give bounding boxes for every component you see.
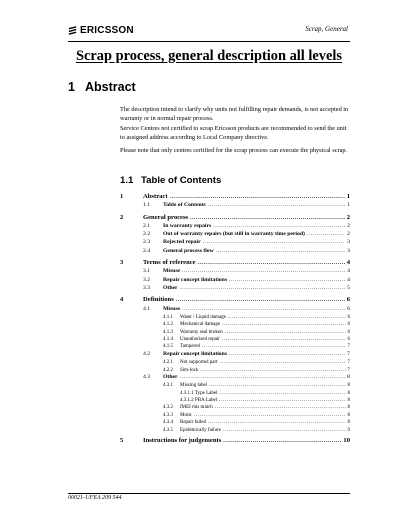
toc-entry-page: 8 [347,397,350,403]
toc-entry-title: Other [163,373,178,380]
toc-entry-page: 8 [347,383,350,389]
toc-entry[interactable] [120,285,350,293]
toc-entry-page: 3 [347,247,350,254]
toc-entry[interactable] [120,390,350,397]
toc-entry-title: Abstract [143,193,168,200]
toc-leader-dots [170,194,345,200]
toc-leader-dots [203,239,346,245]
toc-entry-title: Misuse [163,268,181,275]
toc-entry[interactable] [120,193,350,202]
toc-leader-dots [307,231,345,237]
toc-entry-title: General process flow [163,247,214,254]
toc-entry-page: 7 [347,350,350,357]
toc-leader-dots [220,359,346,365]
toc-entry[interactable] [120,268,350,276]
toc-entry-title: 4.3.1.1 Type Label [180,390,218,396]
toc-entry[interactable] [120,259,350,268]
toc-entry-number: 4.1.4 [163,337,173,343]
toc-entry[interactable] [120,419,350,426]
toc-entry-number: 2 [120,213,124,221]
toc-leader-dots [213,223,345,229]
toc-entry-number: 4.3.1 [163,383,173,389]
toc-entry-number: 4.1.2 [163,322,173,328]
toc-entry-page: 4 [347,268,350,275]
toc-entry[interactable] [120,343,350,350]
toc-entry-number: 4.2 [143,350,151,357]
toc-entry-page: 2 [346,213,350,221]
toc-entry[interactable] [120,404,350,411]
header-divider [68,41,350,42]
toc-entry-title: Missing label [180,383,208,389]
toc-entry-number: 3 [120,259,124,267]
toc-entry[interactable] [120,437,350,446]
ericsson-logo-icon [68,26,77,35]
toc-entry-number: 2.3 [143,239,151,246]
toc-entry-title: Warranty seal broken [180,329,223,335]
toc-entry-title: 4.3.1.2 PBA Label [180,397,218,403]
toc-entry-number: 1.1 [143,202,151,209]
toc-entry-page: 1 [346,193,350,200]
toc-entry-number: 2.2 [143,231,151,238]
toc-entry-number: 5 [120,436,124,444]
toc-entry[interactable] [120,367,350,374]
toc-entry-page: 7 [347,360,350,366]
toc-entry-page: 6 [347,337,350,343]
toc-entry-number: 3.2 [143,276,151,283]
toc-entry-page: 7 [347,344,350,350]
footer-doc-number: 00021-1/FEA 209 544 [68,495,122,501]
toc-entry-page: 6 [347,329,350,335]
toc-entry-number: 3.3 [143,284,151,291]
toc-entry-title: In warranty repairs [163,222,212,229]
toc-entry[interactable] [120,382,350,389]
toc-leader-dots [223,438,341,444]
toc-entry-title: Definitions [143,296,174,304]
section-number: 1 [68,80,75,94]
toc-leader-dots [182,306,345,312]
toc-entry-page: 2 [347,231,350,238]
toc-entry-number: 1 [120,193,124,200]
toc-leader-dots [202,343,346,349]
document-title: Scrap process, general description all levels [76,48,342,64]
toc-entry-title: Other [163,284,178,291]
subsection-title: Table of Contents [141,175,222,186]
toc-entry[interactable] [120,202,350,210]
toc-entry[interactable] [120,351,350,359]
toc-entry-number: 4.1.1 [163,314,173,320]
toc-entry-title: Moist [180,412,192,418]
toc-entry-number: 4.2.1 [163,360,173,366]
toc-entry-page: 9 [347,427,350,433]
toc-entry-page: 8 [347,420,350,426]
toc-leader-dots [219,397,345,403]
toc-leader-dots [182,268,345,274]
toc-entry-number: 2.1 [143,222,151,229]
toc-entry[interactable] [120,248,350,256]
toc-entry-title: Rejected repair [163,239,201,246]
toc-entry-page: 6 [347,322,350,328]
toc-entry-title: Repair concept limitations [163,350,228,357]
toc-entry-page: 8 [347,373,350,380]
toc-leader-dots [223,427,346,433]
toc-entry[interactable] [120,427,350,434]
paragraph: Service Centres not certified to scrap Ericsson products are recommended to send the unit to assigned address according to Local Company directive. [120,125,347,141]
toc-entry-number: 4.1 [143,305,151,312]
toc-entry-title: Instructions for judgements [143,436,222,444]
toc-entry-page: 10 [343,436,350,444]
toc-leader-dots [190,215,345,221]
toc-leader-dots [216,248,345,254]
footer-divider [68,493,350,494]
toc-entry-page: 4 [347,276,350,283]
logo [68,25,134,36]
toc-entry-page: 4 [346,259,350,267]
paragraph: Please note that only centres certified for the scrap process can execute the physical scrap. [120,147,348,154]
toc-leader-dots [215,404,346,410]
toc-entry-page: 6 [347,314,350,320]
toc-entry-number: 2.4 [143,247,151,254]
toc-entry-number: 4.3 [143,373,151,380]
toc-entry-number: 4 [120,296,124,304]
toc-entry[interactable] [120,397,350,404]
toc-leader-dots [194,412,346,418]
toc-leader-dots [209,382,345,388]
toc-entry-title: Out of warranty repairs (but still in warranty time period) [163,231,305,238]
toc-entry[interactable] [120,321,350,328]
toc-entry-title: Sim-lock [180,367,199,373]
subsection-number: 1.1 [120,175,134,186]
toc-leader-dots [225,329,346,335]
toc-entry[interactable] [120,359,350,366]
toc-entry[interactable] [120,239,350,247]
toc-entry-page: 2 [347,222,350,229]
toc-entry-number: 4.1.3 [163,329,173,335]
toc-leader-dots [228,314,346,320]
toc-entry-title: Unauthorised repair [180,337,220,343]
toc-entry[interactable] [120,306,350,314]
toc-leader-dots [200,367,345,373]
toc-leader-dots [198,260,345,266]
toc-entry-title: IMEI mis match [180,405,213,411]
toc-entry[interactable] [120,412,350,419]
toc-entry[interactable] [120,277,350,285]
toc-entry[interactable] [120,374,350,382]
toc-leader-dots [222,336,346,342]
section-heading [68,80,136,94]
toc-entry-page: 3 [347,239,350,246]
toc-entry-title: General process [143,213,189,221]
toc-leader-dots [229,277,345,283]
toc-entry-page: 1 [347,202,350,209]
toc-entry[interactable] [120,314,350,321]
toc-entry-title: Mechanical damage [180,322,221,328]
toc-entry-title: Not supported part [180,360,218,366]
toc-entry-title: Tampered [180,344,200,350]
toc-entry[interactable] [120,231,350,239]
toc-entry-title: Epidemically failure [180,427,221,433]
toc-entry-page: 6 [346,296,350,304]
toc-entry-title: Misuse [163,305,181,312]
toc-leader-dots [229,351,345,357]
toc-entry-number: 4.1.5 [163,344,173,350]
paragraph: The description intend to clarify why units not fulfilling repair demands, is not accepted in warranty or in normal repair process. [120,106,349,122]
toc-leader-dots [180,374,346,380]
toc-entry[interactable] [120,329,350,336]
toc-entry[interactable] [120,214,350,223]
toc-entry-page: 8 [347,412,350,418]
toc-entry[interactable] [120,296,350,305]
toc-entry-title: Water / Liquid damage [180,314,226,320]
document-label: Scrap, General [305,25,348,33]
toc-entry-page: 6 [347,305,350,312]
toc-leader-dots [219,390,345,396]
toc-entry-page: 8 [347,405,350,411]
toc-entry-title: Table of Contents [163,202,206,209]
toc-leader-dots [208,419,346,425]
toc-leader-dots [176,297,345,303]
toc-entry-number: 4.2.2 [163,367,173,373]
toc-entry-title: Repair concept limitations [163,276,228,283]
toc-leader-dots [208,202,345,208]
toc-entry-number: 4.3.4 [163,420,173,426]
toc-entry-number: 4.3.5 [163,427,173,433]
subsection-heading [120,175,221,186]
table-of-contents [120,193,350,446]
toc-entry-number: 4.3.2 [163,405,173,411]
toc-leader-dots [180,285,346,291]
toc-entry-page: 5 [347,284,350,291]
toc-leader-dots [222,321,345,327]
toc-entry[interactable] [120,223,350,231]
toc-entry-page: 7 [347,367,350,373]
toc-entry-title: Repair failed [180,420,206,426]
toc-entry-number: 3.1 [143,268,151,275]
toc-entry-title: Terms of reference [143,259,196,267]
section-title: Abstract [85,80,136,94]
toc-entry-number: 4.3.3 [163,412,173,418]
toc-entry-page: 8 [347,390,350,396]
toc-entry[interactable] [120,336,350,343]
logo-text: ERICSSON [80,25,134,36]
